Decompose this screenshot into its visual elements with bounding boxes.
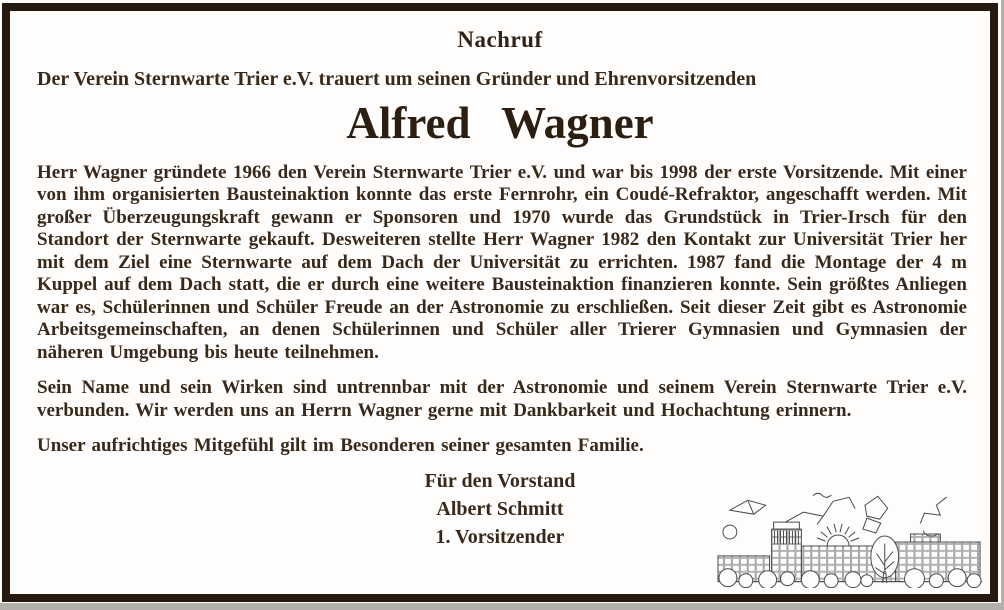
signatory-name: Albert Schmitt bbox=[436, 497, 564, 520]
signature-preamble: Für den Vorstand bbox=[424, 469, 576, 492]
signatory-role: 1. Vorsitzender bbox=[435, 525, 565, 548]
constellation-icon bbox=[863, 496, 888, 533]
observatory-building-illustration bbox=[716, 488, 984, 588]
observatory-dome-icon bbox=[816, 524, 860, 546]
obituary-paragraph-3: Unser aufrichtiges Mitgefühl gilt im Besonderen seiner gesamten Familie. bbox=[37, 435, 644, 456]
obituary-paragraph-2: Sein Name und sein Wirken sind untrennbar mit der Astronomie und seinem Verein Sternwarte Trier e.V. verbunden. Wir werden uns an Herrn Wagner gerne mit Dankbarkeit und Hochachtung erinnern. bbox=[37, 377, 967, 421]
border-frame bbox=[2, 3, 998, 602]
constellation-icon bbox=[730, 500, 766, 514]
moon-icon bbox=[723, 525, 737, 539]
obituary-paragraph-1: Herr Wagner gründete 1966 den Verein Sternwarte Trier e.V. und war bis 1998 der erste Vorsitzende. Mit einer von ihm organisierten Bausteinaktion konnte das erste Fernrohr, ein Coudé-Refraktor, angeschafft werden. Mit großer Überzeugungskraft gewann er Sponsoren und 1970 wurde das Grundstück in Trier-Irsch für den Standort der Sternwarte gekauft. Desweiteren stellte Herr Wagner 1982 den Kontakt zur Universität Trier her mit dem Ziel eine Sternwarte auf dem Dach der Universität zu errichten. 1987 fand die Montage der 4 m Kuppel auf dem Dach statt, die er durch eine weitere Bausteinaktion finanzieren konnte. Sein größtes Anliegen war es, Schülerinnen und Schüler Freude an der Astronomie zu erschließen. Seit dieser Zeit gibt es Astronomie Arbeitsgemeinschaften, an denen Schülerinnen und Schüler aller Trierer Gymnasien und Gymnasien der näheren Umgebung bis heute teilnehmen. bbox=[37, 161, 967, 363]
constellation-icon bbox=[785, 497, 854, 524]
bird-icon bbox=[813, 493, 831, 497]
intro-line: Der Verein Sternwarte Trier e.V. trauert um seinen Gründer und Ehrenvorsitzenden bbox=[37, 68, 757, 90]
obituary-title: Nachruf bbox=[457, 27, 543, 52]
constellation-icon bbox=[920, 497, 946, 523]
deceased-name: Alfred Wagner bbox=[346, 98, 654, 148]
